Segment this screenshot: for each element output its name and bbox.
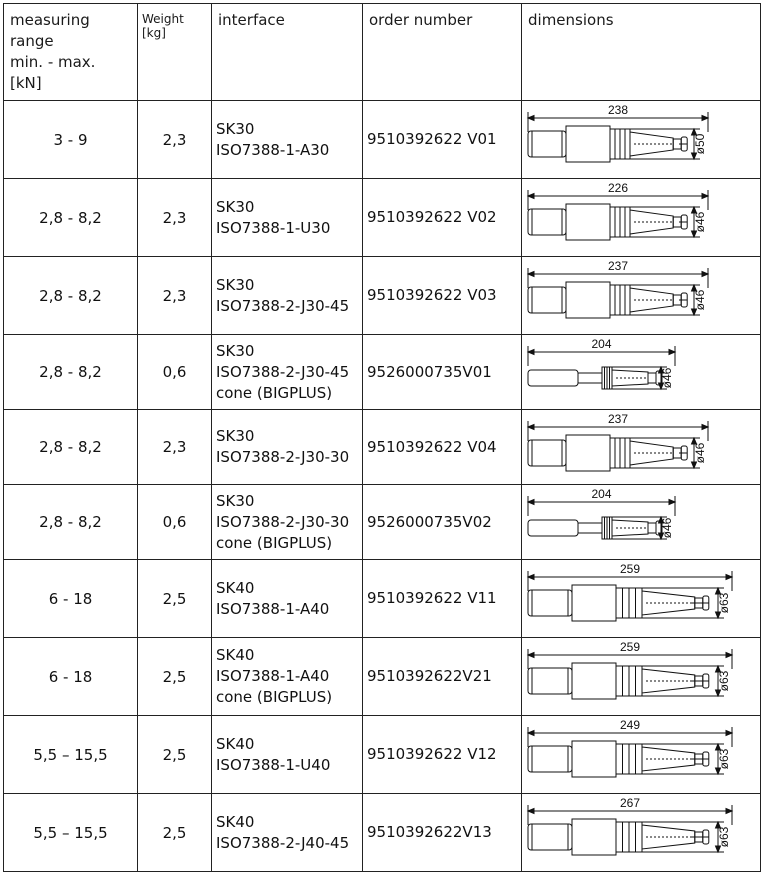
holder-body xyxy=(572,585,616,621)
order-number-cell: 9526000735V01 xyxy=(363,335,522,410)
pull-stud xyxy=(648,523,656,533)
shank-body xyxy=(528,590,572,616)
order-number-cell: 9510392622V21 xyxy=(363,638,522,716)
interface-cell xyxy=(212,179,363,257)
holder-body xyxy=(572,819,616,855)
weight-cell: 2,3 xyxy=(138,179,212,257)
length-dimension xyxy=(528,412,708,441)
interface-cell xyxy=(212,410,363,485)
length-dimension xyxy=(528,103,708,132)
length-label: 249 xyxy=(619,717,641,732)
diameter-label: ø46 xyxy=(693,211,707,232)
order-number-cell: 9510392622 V03 xyxy=(363,257,522,335)
product-row xyxy=(4,638,761,716)
diameter-label: ø46 xyxy=(693,289,707,310)
interface-line: SK30 xyxy=(216,491,255,510)
weight-cell: 2,3 xyxy=(138,410,212,485)
measuring-range-cell: 2,8 - 8,2 xyxy=(4,335,138,410)
length-label: 204 xyxy=(591,486,612,501)
header-range-line: measuring xyxy=(10,11,90,29)
length-label: 259 xyxy=(619,639,641,654)
length-dimension xyxy=(528,259,708,288)
interface-line: ISO7388-1-U40 xyxy=(216,755,331,774)
product-row xyxy=(4,485,761,560)
header-weight xyxy=(138,4,212,101)
interface-line: SK30 xyxy=(216,427,255,445)
tool-drawing xyxy=(528,259,708,318)
header-interface xyxy=(212,4,363,101)
dimension-drawing xyxy=(522,336,759,409)
dimension-drawing xyxy=(522,795,759,871)
interface-cell xyxy=(212,794,363,872)
measuring-range-cell: 3 - 9 xyxy=(4,101,138,179)
interface-cell xyxy=(212,560,363,638)
interface-line: ISO7388-1-A40 xyxy=(216,599,330,618)
dimensions-cell xyxy=(522,179,761,257)
length-label: 237 xyxy=(607,411,629,426)
length-label: 237 xyxy=(607,258,629,273)
header-row xyxy=(4,4,761,101)
weight-cell: 2,5 xyxy=(138,560,212,638)
dimensions-cell xyxy=(522,716,761,794)
measuring-range-cell: 2,8 - 8,2 xyxy=(4,410,138,485)
holder-body xyxy=(566,126,610,162)
holder-body xyxy=(578,523,602,533)
interface-line: ISO7388-1-A40 xyxy=(216,667,330,685)
interface-line: SK40 xyxy=(216,646,255,664)
dimension-drawing xyxy=(522,258,759,334)
interface-line: SK40 xyxy=(216,734,255,753)
holder-body xyxy=(566,282,610,318)
weight-cell: 2,3 xyxy=(138,101,212,179)
shank-body xyxy=(528,287,566,313)
diameter-label: ø46 xyxy=(660,367,674,388)
weight-cell: 0,6 xyxy=(138,335,212,410)
weight-cell: 2,5 xyxy=(138,638,212,716)
tool-drawing xyxy=(528,487,675,539)
measuring-range-cell: 6 - 18 xyxy=(4,560,138,638)
product-spec-table xyxy=(3,3,761,872)
shank-body xyxy=(528,520,578,536)
weight-cell: 2,5 xyxy=(138,794,212,872)
length-label: 267 xyxy=(619,795,641,810)
product-row xyxy=(4,257,761,335)
interface-line: ISO7388-2-J30-45 xyxy=(216,362,350,381)
weight-cell: 2,3 xyxy=(138,257,212,335)
header-range-line: min. - max. xyxy=(10,53,96,71)
dimensions-cell xyxy=(522,560,761,638)
dimension-drawing xyxy=(522,639,759,715)
dimension-drawing xyxy=(522,486,759,559)
header-weight-line: Weight xyxy=(142,12,184,26)
header-order-number xyxy=(363,4,522,101)
diameter-label: ø50 xyxy=(693,133,707,154)
diameter-label: ø63 xyxy=(717,748,731,769)
interface-cell xyxy=(212,485,363,560)
interface-line: ISO7388-1-A30 xyxy=(216,140,330,159)
header-measuring-range xyxy=(4,4,138,101)
interface-cell xyxy=(212,716,363,794)
dimension-drawing xyxy=(522,717,759,793)
order-number-cell: 9510392622 V04 xyxy=(363,410,522,485)
interface-line: ISO7388-2-J30-45 xyxy=(216,296,350,315)
length-dimension xyxy=(528,181,708,210)
interface-line: SK30 xyxy=(216,275,255,294)
tool-drawing xyxy=(528,796,732,855)
shank-body xyxy=(528,746,572,772)
product-row xyxy=(4,716,761,794)
dimensions-cell xyxy=(522,485,761,560)
length-dimension xyxy=(528,562,732,591)
length-dimension xyxy=(528,718,732,747)
header-dimensions xyxy=(522,4,761,101)
tool-drawing xyxy=(528,103,708,162)
diameter-label: ø63 xyxy=(717,826,731,847)
interface-line: cone (BIGPLUS) xyxy=(216,688,333,706)
order-number-cell: 9510392622 V11 xyxy=(363,560,522,638)
diameter-label: ø46 xyxy=(693,442,707,463)
interface-line: SK30 xyxy=(216,119,255,138)
measuring-range-cell: 2,8 - 8,2 xyxy=(4,179,138,257)
dimensions-cell xyxy=(522,101,761,179)
diameter-label: ø63 xyxy=(717,670,731,691)
holder-body xyxy=(566,204,610,240)
header-interface-label: interface xyxy=(218,11,285,29)
measuring-range-cell: 5,5 – 15,5 xyxy=(4,716,138,794)
dimension-drawing xyxy=(522,102,759,178)
dimension-drawing xyxy=(522,561,759,637)
tool-drawing xyxy=(528,412,708,471)
interface-line: ISO7388-1-U30 xyxy=(216,218,331,237)
interface-line: cone (BIGPLUS) xyxy=(216,533,333,552)
diameter-label: ø63 xyxy=(717,592,731,613)
length-dimension xyxy=(528,640,732,669)
length-label: 259 xyxy=(619,561,641,576)
tool-drawing xyxy=(528,640,732,699)
order-number-cell: 9526000735V02 xyxy=(363,485,522,560)
weight-cell: 0,6 xyxy=(138,485,212,560)
measuring-range-cell: 5,5 – 15,5 xyxy=(4,794,138,872)
order-number-cell: 9510392622 V02 xyxy=(363,179,522,257)
interface-line: ISO7388-2-J30-30 xyxy=(216,448,350,466)
header-order-label: order number xyxy=(369,11,473,29)
dimensions-cell xyxy=(522,335,761,410)
product-row xyxy=(4,560,761,638)
tool-drawing xyxy=(528,562,732,621)
measuring-range-cell: 2,8 - 8,2 xyxy=(4,257,138,335)
shank-body xyxy=(528,370,578,386)
length-dimension xyxy=(528,796,732,825)
holder-body xyxy=(572,663,616,699)
tool-drawing xyxy=(528,181,708,240)
dimensions-cell xyxy=(522,410,761,485)
length-label: 238 xyxy=(607,102,629,117)
product-row xyxy=(4,101,761,179)
header-range-line: [kN] xyxy=(10,74,42,92)
diameter-label: ø46 xyxy=(660,517,674,538)
order-number-cell: 9510392622 V12 xyxy=(363,716,522,794)
order-number-cell: 9510392622V13 xyxy=(363,794,522,872)
shank-body xyxy=(528,209,566,235)
product-row xyxy=(4,179,761,257)
interface-line: SK30 xyxy=(216,341,255,360)
length-dimension xyxy=(528,337,675,366)
interface-line: SK40 xyxy=(216,812,255,831)
interface-cell xyxy=(212,257,363,335)
shank-body xyxy=(528,440,566,466)
holder-body xyxy=(572,741,616,777)
shank-body xyxy=(528,131,566,157)
length-label: 226 xyxy=(607,180,629,195)
weight-cell: 2,5 xyxy=(138,716,212,794)
dimensions-cell xyxy=(522,257,761,335)
header-weight-line: [kg] xyxy=(142,26,166,40)
holder-body xyxy=(578,373,602,383)
product-row xyxy=(4,794,761,872)
product-row xyxy=(4,410,761,485)
header-dimensions-label: dimensions xyxy=(528,11,614,29)
header-range-line: range xyxy=(10,32,54,50)
interface-cell xyxy=(212,101,363,179)
interface-line: SK30 xyxy=(216,197,255,216)
length-dimension xyxy=(528,487,675,516)
dimensions-cell xyxy=(522,794,761,872)
tool-drawing xyxy=(528,718,732,777)
shank-body xyxy=(528,668,572,694)
dimension-drawing xyxy=(522,180,759,256)
dimensions-cell xyxy=(522,638,761,716)
interface-line: ISO7388-2-J40-45 xyxy=(216,833,350,852)
measuring-range-cell: 6 - 18 xyxy=(4,638,138,716)
interface-cell xyxy=(212,638,363,716)
tool-drawing xyxy=(528,337,675,389)
dimension-drawing xyxy=(522,411,759,484)
shank-body xyxy=(528,824,572,850)
product-row xyxy=(4,335,761,410)
pull-stud xyxy=(648,373,656,383)
interface-line: ISO7388-2-J30-30 xyxy=(216,512,350,531)
length-label: 204 xyxy=(591,336,612,351)
interface-cell xyxy=(212,335,363,410)
interface-line: cone (BIGPLUS) xyxy=(216,383,333,402)
measuring-range-cell: 2,8 - 8,2 xyxy=(4,485,138,560)
holder-body xyxy=(566,435,610,471)
interface-line: SK40 xyxy=(216,578,255,597)
order-number-cell: 9510392622 V01 xyxy=(363,101,522,179)
